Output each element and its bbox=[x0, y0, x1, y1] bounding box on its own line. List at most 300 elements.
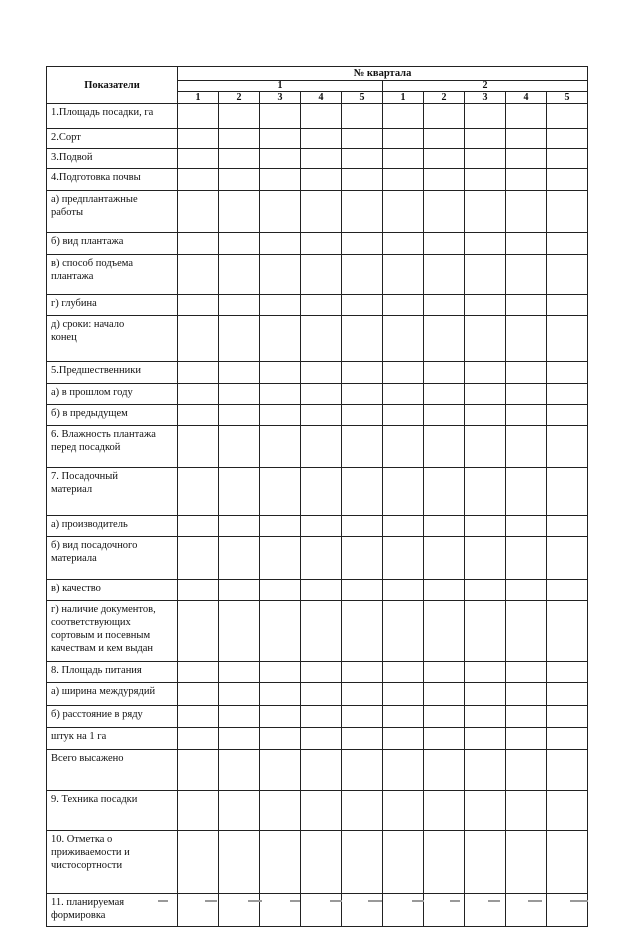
entry-cell[interactable] bbox=[465, 362, 506, 384]
entry-cell[interactable] bbox=[301, 316, 342, 362]
entry-cell[interactable] bbox=[383, 601, 424, 662]
entry-cell[interactable] bbox=[178, 362, 219, 384]
entry-cell[interactable] bbox=[547, 362, 588, 384]
entry-cell[interactable] bbox=[219, 831, 260, 894]
entry-cell[interactable] bbox=[547, 601, 588, 662]
entry-cell[interactable] bbox=[178, 791, 219, 831]
entry-cell[interactable] bbox=[424, 516, 465, 537]
entry-cell[interactable] bbox=[506, 468, 547, 516]
group-2-header: 2 bbox=[383, 81, 588, 92]
table-row bbox=[47, 537, 588, 580]
table-row bbox=[47, 255, 588, 295]
entry-cell[interactable] bbox=[342, 316, 383, 362]
entry-cell[interactable] bbox=[301, 362, 342, 384]
entry-cell[interactable] bbox=[547, 426, 588, 468]
entry-cell[interactable] bbox=[219, 169, 260, 191]
column-number-header: 4 bbox=[301, 92, 342, 104]
entry-cell[interactable] bbox=[465, 683, 506, 706]
entry-cell[interactable] bbox=[506, 362, 547, 384]
entry-cell[interactable] bbox=[383, 405, 424, 426]
entry-cell[interactable] bbox=[424, 831, 465, 894]
entry-cell[interactable] bbox=[547, 468, 588, 516]
row-label: 10. Отметка о приживаемости и чистосортности bbox=[51, 834, 130, 871]
row-label: в) способ подъема плантажа bbox=[51, 258, 133, 282]
entry-cell[interactable] bbox=[342, 601, 383, 662]
row-label: а) производитель bbox=[51, 519, 128, 530]
entry-cell[interactable] bbox=[342, 662, 383, 683]
entry-cell[interactable] bbox=[424, 233, 465, 255]
entry-cell[interactable] bbox=[178, 706, 219, 728]
entry-cell[interactable] bbox=[260, 601, 301, 662]
entry-cell[interactable] bbox=[260, 129, 301, 149]
entry-cell[interactable] bbox=[301, 295, 342, 316]
row-label: д) сроки: начало конец bbox=[51, 319, 125, 343]
entry-cell[interactable] bbox=[301, 728, 342, 750]
column-number-header: 4 bbox=[506, 92, 547, 104]
entry-cell[interactable] bbox=[465, 791, 506, 831]
entry-cell[interactable] bbox=[219, 706, 260, 728]
column-number-header: 1 bbox=[383, 92, 424, 104]
entry-cell[interactable] bbox=[506, 426, 547, 468]
table-header bbox=[47, 67, 588, 104]
entry-cell[interactable] bbox=[342, 233, 383, 255]
row-label-cell bbox=[47, 169, 178, 191]
entry-cell[interactable] bbox=[424, 191, 465, 233]
entry-cell[interactable] bbox=[424, 601, 465, 662]
entry-cell[interactable] bbox=[506, 129, 547, 149]
row-label: 4.Подготовка почвы bbox=[51, 172, 141, 183]
entry-cell[interactable] bbox=[506, 791, 547, 831]
entry-cell[interactable] bbox=[219, 580, 260, 601]
entry-cell[interactable] bbox=[506, 706, 547, 728]
entry-cell[interactable] bbox=[301, 384, 342, 405]
entry-cell[interactable] bbox=[178, 750, 219, 791]
entry-cell[interactable] bbox=[424, 255, 465, 295]
entry-cell[interactable] bbox=[506, 601, 547, 662]
entry-cell[interactable] bbox=[219, 750, 260, 791]
entry-cell[interactable] bbox=[465, 750, 506, 791]
quarter-number-header: № квартала bbox=[178, 67, 588, 81]
entry-cell[interactable] bbox=[178, 384, 219, 405]
entry-cell[interactable] bbox=[547, 104, 588, 129]
entry-cell[interactable] bbox=[547, 683, 588, 706]
entry-cell[interactable] bbox=[465, 384, 506, 405]
entry-cell[interactable] bbox=[219, 233, 260, 255]
table-row bbox=[47, 791, 588, 831]
entry-cell[interactable] bbox=[178, 255, 219, 295]
entry-cell[interactable] bbox=[424, 683, 465, 706]
entry-cell[interactable] bbox=[260, 191, 301, 233]
entry-cell[interactable] bbox=[383, 191, 424, 233]
entry-cell[interactable] bbox=[178, 169, 219, 191]
scan-artifact-marks bbox=[150, 898, 610, 904]
entry-cell[interactable] bbox=[260, 384, 301, 405]
entry-cell[interactable] bbox=[301, 169, 342, 191]
entry-cell[interactable] bbox=[465, 104, 506, 129]
entry-cell[interactable] bbox=[342, 295, 383, 316]
entry-cell[interactable] bbox=[178, 426, 219, 468]
entry-cell[interactable] bbox=[219, 662, 260, 683]
row-label: а) предплантажные работы bbox=[51, 194, 138, 218]
entry-cell[interactable] bbox=[342, 169, 383, 191]
entry-cell[interactable] bbox=[342, 468, 383, 516]
entry-cell[interactable] bbox=[383, 728, 424, 750]
entry-cell[interactable] bbox=[260, 149, 301, 169]
entry-cell[interactable] bbox=[219, 791, 260, 831]
entry-cell[interactable] bbox=[301, 104, 342, 129]
entry-cell[interactable] bbox=[465, 537, 506, 580]
entry-cell[interactable] bbox=[178, 728, 219, 750]
entry-cell[interactable] bbox=[260, 791, 301, 831]
entry-cell[interactable] bbox=[506, 149, 547, 169]
entry-cell[interactable] bbox=[506, 405, 547, 426]
entry-cell[interactable] bbox=[178, 601, 219, 662]
entry-cell[interactable] bbox=[465, 728, 506, 750]
entry-cell[interactable] bbox=[465, 516, 506, 537]
entry-cell[interactable] bbox=[301, 791, 342, 831]
entry-cell[interactable] bbox=[383, 316, 424, 362]
entry-cell[interactable] bbox=[547, 295, 588, 316]
entry-cell[interactable] bbox=[178, 516, 219, 537]
entry-cell[interactable] bbox=[547, 706, 588, 728]
entry-cell[interactable] bbox=[465, 316, 506, 362]
entry-cell[interactable] bbox=[178, 537, 219, 580]
entry-cell[interactable] bbox=[547, 537, 588, 580]
entry-cell[interactable] bbox=[424, 104, 465, 129]
entry-cell[interactable] bbox=[506, 255, 547, 295]
entry-cell[interactable] bbox=[383, 580, 424, 601]
entry-cell[interactable] bbox=[547, 149, 588, 169]
entry-cell[interactable] bbox=[260, 662, 301, 683]
entry-cell[interactable] bbox=[219, 191, 260, 233]
entry-cell[interactable] bbox=[547, 169, 588, 191]
entry-cell[interactable] bbox=[342, 791, 383, 831]
row-label-cell bbox=[47, 295, 178, 316]
entry-cell[interactable] bbox=[219, 601, 260, 662]
table-row bbox=[47, 516, 588, 537]
entry-cell[interactable] bbox=[506, 295, 547, 316]
entry-cell[interactable] bbox=[465, 129, 506, 149]
entry-cell[interactable] bbox=[260, 831, 301, 894]
entry-cell[interactable] bbox=[178, 580, 219, 601]
entry-cell[interactable] bbox=[506, 316, 547, 362]
table-row bbox=[47, 831, 588, 894]
entry-cell[interactable] bbox=[547, 191, 588, 233]
entry-cell[interactable] bbox=[219, 295, 260, 316]
entry-cell[interactable] bbox=[424, 662, 465, 683]
entry-cell[interactable] bbox=[465, 426, 506, 468]
entry-cell[interactable] bbox=[547, 750, 588, 791]
row-label-cell bbox=[47, 104, 178, 129]
entry-cell[interactable] bbox=[260, 233, 301, 255]
entry-cell[interactable] bbox=[260, 295, 301, 316]
entry-cell[interactable] bbox=[301, 537, 342, 580]
entry-cell[interactable] bbox=[178, 316, 219, 362]
entry-cell[interactable] bbox=[465, 662, 506, 683]
entry-cell[interactable] bbox=[383, 516, 424, 537]
entry-cell[interactable] bbox=[301, 706, 342, 728]
column-number-header: 1 bbox=[178, 92, 219, 104]
entry-cell[interactable] bbox=[465, 295, 506, 316]
entry-cell[interactable] bbox=[342, 384, 383, 405]
entry-cell[interactable] bbox=[465, 706, 506, 728]
entry-cell[interactable] bbox=[301, 683, 342, 706]
planting-record-table bbox=[46, 66, 588, 927]
entry-cell[interactable] bbox=[219, 516, 260, 537]
entry-cell[interactable] bbox=[506, 728, 547, 750]
entry-cell[interactable] bbox=[424, 384, 465, 405]
entry-cell[interactable] bbox=[342, 516, 383, 537]
entry-cell[interactable] bbox=[506, 580, 547, 601]
entry-cell[interactable] bbox=[547, 384, 588, 405]
entry-cell[interactable] bbox=[506, 384, 547, 405]
entry-cell[interactable] bbox=[178, 468, 219, 516]
entry-cell[interactable] bbox=[465, 233, 506, 255]
entry-cell[interactable] bbox=[178, 295, 219, 316]
entry-cell[interactable] bbox=[547, 791, 588, 831]
entry-cell[interactable] bbox=[506, 750, 547, 791]
entry-cell[interactable] bbox=[219, 537, 260, 580]
entry-cell[interactable] bbox=[342, 683, 383, 706]
entry-cell[interactable] bbox=[424, 295, 465, 316]
entry-cell[interactable] bbox=[219, 468, 260, 516]
entry-cell[interactable] bbox=[424, 426, 465, 468]
row-label: 5.Предшественники bbox=[51, 365, 141, 376]
entry-cell[interactable] bbox=[465, 255, 506, 295]
entry-cell[interactable] bbox=[219, 362, 260, 384]
entry-cell[interactable] bbox=[342, 728, 383, 750]
entry-cell[interactable] bbox=[547, 728, 588, 750]
entry-cell[interactable] bbox=[383, 831, 424, 894]
entry-cell[interactable] bbox=[219, 149, 260, 169]
entry-cell[interactable] bbox=[383, 104, 424, 129]
entry-cell[interactable] bbox=[219, 316, 260, 362]
entry-cell[interactable] bbox=[301, 831, 342, 894]
entry-cell[interactable] bbox=[465, 468, 506, 516]
entry-cell[interactable] bbox=[383, 149, 424, 169]
entry-cell[interactable] bbox=[383, 129, 424, 149]
entry-cell[interactable] bbox=[178, 233, 219, 255]
entry-cell[interactable] bbox=[260, 580, 301, 601]
entry-cell[interactable] bbox=[506, 683, 547, 706]
entry-cell[interactable] bbox=[342, 706, 383, 728]
entry-cell[interactable] bbox=[465, 831, 506, 894]
entry-cell[interactable] bbox=[342, 149, 383, 169]
entry-cell[interactable] bbox=[219, 255, 260, 295]
entry-cell[interactable] bbox=[547, 316, 588, 362]
entry-cell[interactable] bbox=[301, 750, 342, 791]
entry-cell[interactable] bbox=[383, 468, 424, 516]
entry-cell[interactable] bbox=[301, 149, 342, 169]
entry-cell[interactable] bbox=[178, 405, 219, 426]
row-label-cell bbox=[47, 129, 178, 149]
entry-cell[interactable] bbox=[342, 426, 383, 468]
entry-cell[interactable] bbox=[301, 191, 342, 233]
entry-cell[interactable] bbox=[506, 233, 547, 255]
entry-cell[interactable] bbox=[424, 706, 465, 728]
entry-cell[interactable] bbox=[383, 791, 424, 831]
entry-cell[interactable] bbox=[219, 104, 260, 129]
entry-cell[interactable] bbox=[424, 362, 465, 384]
row-label-cell bbox=[47, 405, 178, 426]
entry-cell[interactable] bbox=[260, 405, 301, 426]
row-label-cell bbox=[47, 468, 178, 516]
table-row bbox=[47, 149, 588, 169]
entry-cell[interactable] bbox=[342, 191, 383, 233]
entry-cell[interactable] bbox=[383, 362, 424, 384]
entry-cell[interactable] bbox=[301, 405, 342, 426]
entry-cell[interactable] bbox=[547, 255, 588, 295]
entry-cell[interactable] bbox=[178, 191, 219, 233]
row-label-cell bbox=[47, 580, 178, 601]
entry-cell[interactable] bbox=[219, 728, 260, 750]
entry-cell[interactable] bbox=[547, 580, 588, 601]
entry-cell[interactable] bbox=[383, 169, 424, 191]
entry-cell[interactable] bbox=[383, 426, 424, 468]
entry-cell[interactable] bbox=[260, 683, 301, 706]
entry-cell[interactable] bbox=[178, 149, 219, 169]
entry-cell[interactable] bbox=[506, 104, 547, 129]
entry-cell[interactable] bbox=[342, 750, 383, 791]
row-label-cell bbox=[47, 149, 178, 169]
entry-cell[interactable] bbox=[465, 149, 506, 169]
entry-cell[interactable] bbox=[301, 580, 342, 601]
entry-cell[interactable] bbox=[547, 831, 588, 894]
entry-cell[interactable] bbox=[547, 233, 588, 255]
entry-cell[interactable] bbox=[465, 580, 506, 601]
entry-cell[interactable] bbox=[342, 104, 383, 129]
entry-cell[interactable] bbox=[424, 149, 465, 169]
entry-cell[interactable] bbox=[301, 233, 342, 255]
table-row bbox=[47, 316, 588, 362]
entry-cell[interactable] bbox=[260, 255, 301, 295]
row-label-cell bbox=[47, 706, 178, 728]
entry-cell[interactable] bbox=[178, 662, 219, 683]
entry-cell[interactable] bbox=[547, 405, 588, 426]
row-label-cell bbox=[47, 683, 178, 706]
entry-cell[interactable] bbox=[465, 191, 506, 233]
entry-cell[interactable] bbox=[506, 537, 547, 580]
entry-cell[interactable] bbox=[219, 384, 260, 405]
row-label: 3.Подвой bbox=[51, 152, 93, 163]
entry-cell[interactable] bbox=[506, 516, 547, 537]
row-label: а) ширина междурядий bbox=[51, 686, 156, 697]
row-label: 2.Сорт bbox=[51, 132, 81, 143]
row-label: б) вид посадочного материала bbox=[51, 540, 138, 564]
table-row bbox=[47, 104, 588, 129]
entry-cell[interactable] bbox=[383, 706, 424, 728]
entry-cell[interactable] bbox=[219, 683, 260, 706]
entry-cell[interactable] bbox=[424, 405, 465, 426]
row-label-cell bbox=[47, 662, 178, 683]
entry-cell[interactable] bbox=[260, 728, 301, 750]
entry-cell[interactable] bbox=[342, 362, 383, 384]
entry-cell[interactable] bbox=[383, 683, 424, 706]
entry-cell[interactable] bbox=[424, 169, 465, 191]
entry-cell[interactable] bbox=[383, 233, 424, 255]
entry-cell[interactable] bbox=[260, 169, 301, 191]
entry-cell[interactable] bbox=[424, 129, 465, 149]
entry-cell[interactable] bbox=[465, 405, 506, 426]
entry-cell[interactable] bbox=[178, 104, 219, 129]
entry-cell[interactable] bbox=[178, 831, 219, 894]
entry-cell[interactable] bbox=[424, 537, 465, 580]
entry-cell[interactable] bbox=[506, 191, 547, 233]
entry-cell[interactable] bbox=[424, 468, 465, 516]
row-label-cell bbox=[47, 537, 178, 580]
entry-cell[interactable] bbox=[547, 516, 588, 537]
entry-cell[interactable] bbox=[424, 750, 465, 791]
entry-cell[interactable] bbox=[260, 104, 301, 129]
indicators-header: Показатели bbox=[47, 67, 178, 104]
row-label-cell bbox=[47, 316, 178, 362]
table-row bbox=[47, 233, 588, 255]
entry-cell[interactable] bbox=[219, 405, 260, 426]
entry-cell[interactable] bbox=[301, 662, 342, 683]
entry-cell[interactable] bbox=[301, 129, 342, 149]
entry-cell[interactable] bbox=[260, 750, 301, 791]
row-label-cell bbox=[47, 750, 178, 791]
entry-cell[interactable] bbox=[424, 580, 465, 601]
entry-cell[interactable] bbox=[383, 662, 424, 683]
entry-cell[interactable] bbox=[301, 601, 342, 662]
row-label: г) глубина bbox=[51, 298, 97, 309]
entry-cell[interactable] bbox=[260, 516, 301, 537]
table-row bbox=[47, 384, 588, 405]
entry-cell[interactable] bbox=[219, 129, 260, 149]
entry-cell[interactable] bbox=[260, 537, 301, 580]
entry-cell[interactable] bbox=[383, 384, 424, 405]
entry-cell[interactable] bbox=[383, 750, 424, 791]
entry-cell[interactable] bbox=[547, 129, 588, 149]
entry-cell[interactable] bbox=[301, 255, 342, 295]
row-label: Всего высажено bbox=[51, 753, 124, 764]
row-label-cell bbox=[47, 831, 178, 894]
entry-cell[interactable] bbox=[178, 129, 219, 149]
entry-cell[interactable] bbox=[260, 362, 301, 384]
entry-cell[interactable] bbox=[219, 426, 260, 468]
entry-cell[interactable] bbox=[424, 728, 465, 750]
entry-cell[interactable] bbox=[178, 683, 219, 706]
entry-cell[interactable] bbox=[547, 662, 588, 683]
entry-cell[interactable] bbox=[260, 468, 301, 516]
entry-cell[interactable] bbox=[383, 537, 424, 580]
entry-cell[interactable] bbox=[424, 316, 465, 362]
entry-cell[interactable] bbox=[506, 831, 547, 894]
entry-cell[interactable] bbox=[465, 601, 506, 662]
entry-cell[interactable] bbox=[424, 791, 465, 831]
entry-cell[interactable] bbox=[342, 129, 383, 149]
entry-cell[interactable] bbox=[301, 468, 342, 516]
entry-cell[interactable] bbox=[260, 706, 301, 728]
entry-cell[interactable] bbox=[342, 405, 383, 426]
entry-cell[interactable] bbox=[383, 295, 424, 316]
entry-cell[interactable] bbox=[342, 580, 383, 601]
entry-cell[interactable] bbox=[301, 426, 342, 468]
entry-cell[interactable] bbox=[465, 169, 506, 191]
entry-cell[interactable] bbox=[506, 662, 547, 683]
table-row bbox=[47, 405, 588, 426]
entry-cell[interactable] bbox=[301, 516, 342, 537]
entry-cell[interactable] bbox=[260, 426, 301, 468]
entry-cell[interactable] bbox=[342, 537, 383, 580]
entry-cell[interactable] bbox=[506, 169, 547, 191]
entry-cell[interactable] bbox=[260, 316, 301, 362]
entry-cell[interactable] bbox=[342, 255, 383, 295]
entry-cell[interactable] bbox=[342, 831, 383, 894]
row-label: 1.Площадь посадки, га bbox=[51, 107, 154, 118]
entry-cell[interactable] bbox=[383, 255, 424, 295]
